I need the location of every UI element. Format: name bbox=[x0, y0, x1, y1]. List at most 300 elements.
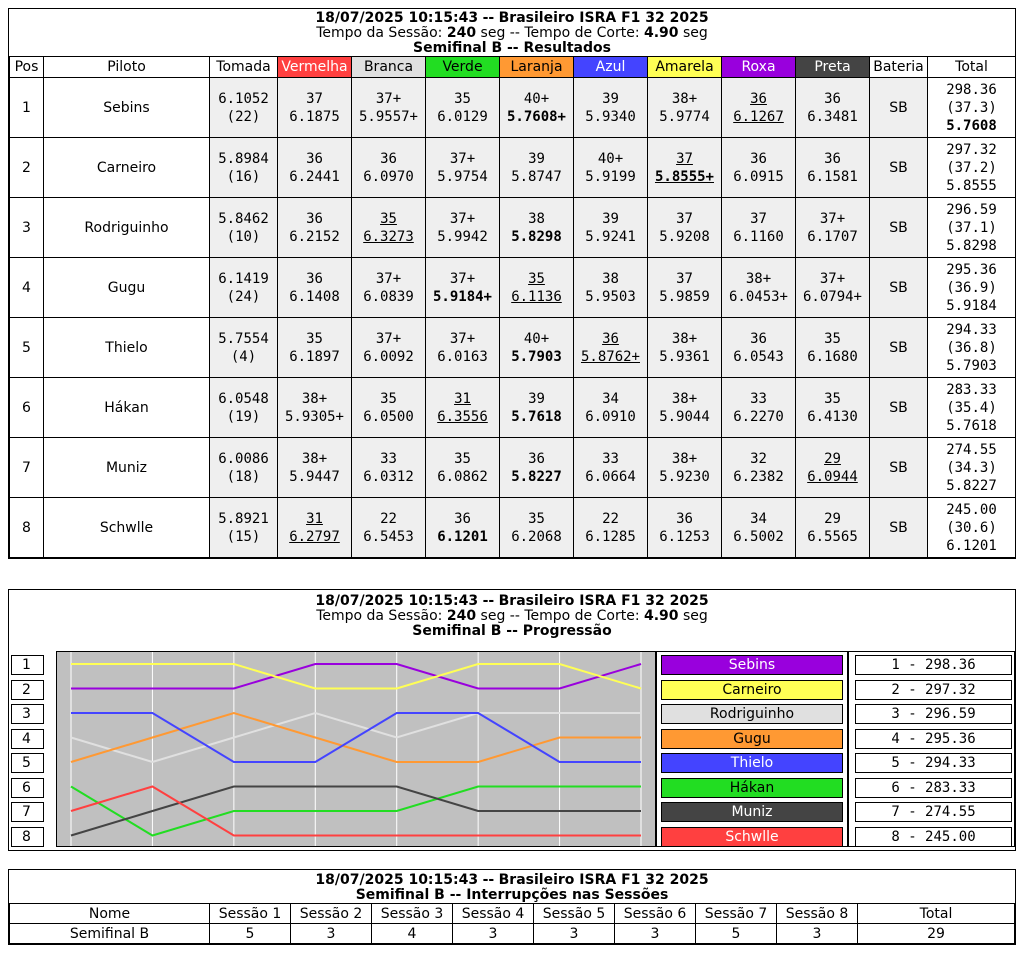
lane-cell bbox=[426, 318, 500, 378]
row-tomada bbox=[210, 378, 278, 438]
lane-cell bbox=[648, 438, 722, 498]
lane-cell bbox=[648, 198, 722, 258]
lane-best-time: 6.2441 bbox=[289, 168, 340, 185]
row-total bbox=[928, 438, 1016, 498]
row-driver: Schwlle bbox=[44, 498, 210, 558]
lane-best-time: 6.0453+ bbox=[728, 288, 788, 305]
total-score: 298.36 bbox=[946, 81, 997, 98]
row-bateria: SB bbox=[870, 198, 928, 258]
progression-panel bbox=[8, 589, 1016, 851]
lane-best-time: 6.3273 bbox=[363, 228, 414, 245]
lane-laps: 37+ bbox=[819, 210, 846, 227]
lane-cell bbox=[722, 138, 796, 198]
table-row bbox=[10, 198, 1016, 258]
lane-cell bbox=[500, 438, 574, 498]
int-col-header: Nome bbox=[10, 904, 210, 924]
driver-legend bbox=[656, 651, 848, 847]
row-pos: 4 bbox=[10, 258, 44, 318]
progression-header: 18/07/2025 10:15:43 -- Brasileiro ISRA F1 32 2025 Tempo da Sessão: 240 seg -- Tempo de Corte: 4.90 seg Semifinal B -- Progressão bbox=[315, 593, 709, 639]
lane-cell bbox=[796, 138, 870, 198]
lane-best-time: 6.0092 bbox=[363, 348, 414, 365]
lane-laps: 36 bbox=[306, 150, 323, 167]
int-cell: 3 bbox=[291, 924, 372, 944]
lane-laps: 38+ bbox=[671, 390, 698, 407]
lane-best-time: 6.0839 bbox=[363, 288, 414, 305]
lane-best-time: 6.0910 bbox=[585, 408, 636, 425]
header-datetime: 18/07/2025 10:15:43 bbox=[315, 10, 479, 26]
progression-chart bbox=[56, 651, 656, 847]
row-total bbox=[928, 498, 1016, 558]
lane-cell bbox=[648, 138, 722, 198]
int-col-header: Sessão 8 bbox=[777, 904, 858, 924]
lane-best-time: 5.9754 bbox=[437, 168, 488, 185]
int-col-header: Sessão 3 bbox=[372, 904, 453, 924]
lane-best-time: 6.2068 bbox=[511, 528, 562, 545]
col-lane-roxa: Roxa bbox=[722, 57, 796, 78]
lane-best-time: 6.0915 bbox=[733, 168, 784, 185]
lane-laps: 36 bbox=[380, 150, 397, 167]
lane-best-time: 5.7608+ bbox=[506, 108, 566, 125]
lane-best-time: 5.9208 bbox=[659, 228, 710, 245]
lane-laps: 35 bbox=[824, 390, 841, 407]
lane-cell bbox=[426, 138, 500, 198]
lane-laps: 36 bbox=[750, 150, 767, 167]
lane-laps: 22 bbox=[380, 510, 397, 527]
lane-best-time: 6.1136 bbox=[511, 288, 562, 305]
total-avg: (37.3) bbox=[946, 99, 997, 116]
tomada-pos: (4) bbox=[230, 348, 257, 365]
lane-cell bbox=[278, 258, 352, 318]
row-pos: 7 bbox=[10, 438, 44, 498]
row-driver: Hákan bbox=[44, 378, 210, 438]
lane-laps: 37 bbox=[676, 270, 693, 287]
tomada-time: 6.0548 bbox=[218, 390, 269, 407]
interrupt-header: 18/07/2025 10:15:43 -- Brasileiro ISRA F1 32 2025 Semifinal B -- Interrupções nas Sessões bbox=[315, 872, 709, 903]
position-label: 3 bbox=[11, 704, 44, 724]
lane-cell bbox=[722, 258, 796, 318]
lane-best-time: 6.0543 bbox=[733, 348, 784, 365]
position-label: 5 bbox=[11, 753, 44, 773]
lane-best-time: 6.0862 bbox=[437, 468, 488, 485]
lane-cell bbox=[278, 138, 352, 198]
row-bateria: SB bbox=[870, 78, 928, 138]
interrupt-title: Semifinal B -- Interrupções nas Sessões bbox=[355, 887, 669, 903]
lane-best-time: 6.1285 bbox=[585, 528, 636, 545]
lane-best-time: 6.1160 bbox=[733, 228, 784, 245]
lane-best-time: 5.9942 bbox=[437, 228, 488, 245]
lane-best-time: 6.1680 bbox=[807, 348, 858, 365]
row-pos: 8 bbox=[10, 498, 44, 558]
lane-laps: 36 bbox=[602, 330, 619, 347]
lane-laps: 35 bbox=[454, 450, 471, 467]
lane-laps: 33 bbox=[602, 450, 619, 467]
int-cell: Semifinal B bbox=[10, 924, 210, 944]
lane-cell bbox=[648, 318, 722, 378]
series-line-thielo bbox=[71, 713, 641, 762]
tomada-pos: (24) bbox=[226, 288, 261, 305]
lane-cell bbox=[278, 438, 352, 498]
table-row bbox=[10, 318, 1016, 378]
row-total bbox=[928, 378, 1016, 438]
lane-best-time: 6.5002 bbox=[733, 528, 784, 545]
row-bateria: SB bbox=[870, 498, 928, 558]
lane-best-time: 5.8298 bbox=[511, 228, 562, 245]
lane-cell bbox=[796, 318, 870, 378]
int-cell: 5 bbox=[210, 924, 291, 944]
lane-best-time: 6.1201 bbox=[437, 528, 488, 545]
lane-best-time: 5.7618 bbox=[511, 408, 562, 425]
lane-cell bbox=[278, 78, 352, 138]
lane-best-time: 6.0944 bbox=[807, 468, 858, 485]
score-list bbox=[848, 651, 1015, 847]
lane-best-time: 6.1875 bbox=[289, 108, 340, 125]
row-tomada bbox=[210, 438, 278, 498]
total-best: 5.9184 bbox=[946, 297, 997, 314]
col-pos: Pos bbox=[10, 57, 44, 78]
col-piloto: Piloto bbox=[44, 57, 210, 78]
lane-laps: 36 bbox=[454, 510, 471, 527]
results-title: Semifinal B -- Resultados bbox=[413, 40, 611, 56]
total-avg: (36.8) bbox=[946, 339, 997, 356]
lane-cell bbox=[426, 198, 500, 258]
lane-cell bbox=[352, 318, 426, 378]
row-total bbox=[928, 198, 1016, 258]
row-tomada bbox=[210, 138, 278, 198]
int-col-header: Sessão 2 bbox=[291, 904, 372, 924]
table-row bbox=[10, 78, 1016, 138]
row-bateria: SB bbox=[870, 438, 928, 498]
score-item: 8 - 245.00 bbox=[855, 827, 1012, 847]
lane-laps: 36 bbox=[750, 90, 767, 107]
lane-cell bbox=[500, 318, 574, 378]
lane-laps: 35 bbox=[824, 330, 841, 347]
lane-best-time: 6.1253 bbox=[659, 528, 710, 545]
row-bateria: SB bbox=[870, 258, 928, 318]
lane-cell bbox=[574, 138, 648, 198]
tomada-pos: (10) bbox=[226, 228, 261, 245]
row-tomada bbox=[210, 498, 278, 558]
lane-cell bbox=[278, 318, 352, 378]
lane-cell bbox=[574, 198, 648, 258]
lane-laps: 37 bbox=[306, 90, 323, 107]
lane-cell bbox=[648, 78, 722, 138]
total-score: 296.59 bbox=[946, 201, 997, 218]
int-cell: 3 bbox=[453, 924, 534, 944]
lane-cell bbox=[648, 498, 722, 558]
total-avg: (30.6) bbox=[946, 519, 997, 536]
lane-best-time: 6.2270 bbox=[733, 408, 784, 425]
lane-best-time: 6.3481 bbox=[807, 108, 858, 125]
lane-laps: 36 bbox=[824, 150, 841, 167]
row-driver: Sebins bbox=[44, 78, 210, 138]
score-item: 7 - 274.55 bbox=[855, 802, 1012, 822]
int-cell: 29 bbox=[858, 924, 1015, 944]
lane-best-time: 5.9241 bbox=[585, 228, 636, 245]
col-lane-branca: Branca bbox=[352, 57, 426, 78]
legend-item: Rodriguinho bbox=[661, 704, 843, 724]
lane-cell bbox=[574, 438, 648, 498]
row-pos: 1 bbox=[10, 78, 44, 138]
position-label: 2 bbox=[11, 680, 44, 700]
tomada-pos: (19) bbox=[226, 408, 261, 425]
lane-cell bbox=[500, 378, 574, 438]
lane-cell bbox=[796, 498, 870, 558]
row-total bbox=[928, 258, 1016, 318]
total-best: 6.1201 bbox=[946, 537, 997, 554]
lane-laps: 38+ bbox=[301, 450, 328, 467]
row-tomada bbox=[210, 318, 278, 378]
lane-best-time: 6.0312 bbox=[363, 468, 414, 485]
lane-best-time: 6.0970 bbox=[363, 168, 414, 185]
row-driver: Gugu bbox=[44, 258, 210, 318]
lane-cell bbox=[500, 258, 574, 318]
row-driver: Thielo bbox=[44, 318, 210, 378]
lane-laps: 33 bbox=[380, 450, 397, 467]
int-cell: 3 bbox=[534, 924, 615, 944]
lane-cell bbox=[574, 78, 648, 138]
lane-laps: 35 bbox=[306, 330, 323, 347]
table-row bbox=[10, 498, 1016, 558]
results-header: 18/07/2025 10:15:43 -- Brasileiro ISRA F1 32 2025 Tempo da Sessão: 240 seg -- Tempo de Corte: 4.90 seg Semifinal B -- Resultados bbox=[315, 10, 709, 56]
interrupt-table bbox=[9, 903, 1015, 944]
lane-best-time: 6.0129 bbox=[437, 108, 488, 125]
int-col-header: Sessão 1 bbox=[210, 904, 291, 924]
row-bateria: SB bbox=[870, 378, 928, 438]
lane-best-time: 6.5453 bbox=[363, 528, 414, 545]
row-pos: 3 bbox=[10, 198, 44, 258]
lane-best-time: 6.2382 bbox=[733, 468, 784, 485]
tomada-pos: (15) bbox=[226, 528, 261, 545]
lane-best-time: 6.1408 bbox=[289, 288, 340, 305]
lane-best-time: 6.1897 bbox=[289, 348, 340, 365]
score-item: 5 - 294.33 bbox=[855, 753, 1012, 773]
lane-laps: 31 bbox=[306, 510, 323, 527]
row-tomada bbox=[210, 258, 278, 318]
lane-laps: 38+ bbox=[671, 330, 698, 347]
lane-best-time: 5.7903 bbox=[511, 348, 562, 365]
int-col-header: Sessão 6 bbox=[615, 904, 696, 924]
lane-cell bbox=[500, 78, 574, 138]
lane-cell bbox=[722, 78, 796, 138]
lane-laps: 38 bbox=[528, 210, 545, 227]
lane-best-time: 5.9199 bbox=[585, 168, 636, 185]
row-driver: Rodriguinho bbox=[44, 198, 210, 258]
col-lane-verde: Verde bbox=[426, 57, 500, 78]
score-item: 2 - 297.32 bbox=[855, 680, 1012, 700]
lane-laps: 37+ bbox=[375, 330, 402, 347]
total-best: 5.8298 bbox=[946, 237, 997, 254]
lane-laps: 39 bbox=[602, 90, 619, 107]
total-best: 5.7608 bbox=[946, 117, 997, 134]
lane-cell bbox=[278, 198, 352, 258]
legend-item: Sebins bbox=[661, 655, 843, 675]
lane-cell bbox=[722, 498, 796, 558]
progression-title: Semifinal B -- Progressão bbox=[412, 623, 612, 639]
position-label: 6 bbox=[11, 778, 44, 798]
lane-best-time: 5.9447 bbox=[289, 468, 340, 485]
lane-cell bbox=[278, 498, 352, 558]
lane-best-time: 6.0500 bbox=[363, 408, 414, 425]
lane-laps: 40+ bbox=[597, 150, 624, 167]
lane-cell bbox=[648, 378, 722, 438]
lane-best-time: 6.0664 bbox=[585, 468, 636, 485]
lane-best-time: 5.8747 bbox=[511, 168, 562, 185]
lane-cell bbox=[352, 138, 426, 198]
tomada-pos: (18) bbox=[226, 468, 261, 485]
lane-laps: 39 bbox=[602, 210, 619, 227]
series-line-sebins bbox=[71, 664, 641, 689]
lane-laps: 37+ bbox=[449, 330, 476, 347]
total-avg: (35.4) bbox=[946, 399, 997, 416]
lane-laps: 40+ bbox=[523, 90, 550, 107]
int-cell: 3 bbox=[615, 924, 696, 944]
lane-laps: 35 bbox=[528, 510, 545, 527]
int-col-header: Total bbox=[858, 904, 1015, 924]
lane-laps: 38+ bbox=[301, 390, 328, 407]
col-tomada: Tomada bbox=[210, 57, 278, 78]
col-total: Total bbox=[928, 57, 1016, 78]
lane-cell bbox=[352, 78, 426, 138]
row-bateria: SB bbox=[870, 318, 928, 378]
col-lane-azul: Azul bbox=[574, 57, 648, 78]
lane-cell bbox=[796, 198, 870, 258]
lane-cell bbox=[574, 318, 648, 378]
lane-laps: 38+ bbox=[745, 270, 772, 287]
col-lane-preta: Preta bbox=[796, 57, 870, 78]
lane-best-time: 6.0794+ bbox=[802, 288, 862, 305]
total-score: 245.00 bbox=[946, 501, 997, 518]
lane-cell bbox=[796, 378, 870, 438]
col-lane-laranja: Laranja bbox=[500, 57, 574, 78]
lane-laps: 36 bbox=[306, 210, 323, 227]
legend-item: Hákan bbox=[661, 778, 843, 798]
total-avg: (37.1) bbox=[946, 219, 997, 236]
tomada-time: 5.7554 bbox=[218, 330, 269, 347]
lane-best-time: 5.9184+ bbox=[432, 288, 492, 305]
lane-laps: 38 bbox=[602, 270, 619, 287]
row-total bbox=[928, 138, 1016, 198]
col-bateria: Bateria bbox=[870, 57, 928, 78]
progression-svg bbox=[57, 652, 655, 846]
lane-laps: 36 bbox=[306, 270, 323, 287]
total-score: 297.32 bbox=[946, 141, 997, 158]
lane-cell bbox=[500, 498, 574, 558]
lane-cell bbox=[574, 258, 648, 318]
lane-cell bbox=[426, 258, 500, 318]
lane-laps: 34 bbox=[602, 390, 619, 407]
legend-item: Carneiro bbox=[661, 680, 843, 700]
table-row bbox=[10, 378, 1016, 438]
tomada-time: 5.8462 bbox=[218, 210, 269, 227]
lane-cell bbox=[722, 378, 796, 438]
legend-item: Muniz bbox=[661, 802, 843, 822]
lane-best-time: 5.8227 bbox=[511, 468, 562, 485]
table-row bbox=[10, 138, 1016, 198]
lane-laps: 36 bbox=[824, 90, 841, 107]
row-total bbox=[928, 78, 1016, 138]
lane-best-time: 5.9044 bbox=[659, 408, 710, 425]
lane-cell bbox=[722, 198, 796, 258]
tomada-time: 5.8921 bbox=[218, 510, 269, 527]
total-score: 294.33 bbox=[946, 321, 997, 338]
lane-cell bbox=[796, 438, 870, 498]
lane-best-time: 5.9859 bbox=[659, 288, 710, 305]
lane-laps: 32 bbox=[750, 450, 767, 467]
lane-cell bbox=[426, 78, 500, 138]
lane-cell bbox=[648, 258, 722, 318]
col-lane-vermelha: Vermelha bbox=[278, 57, 352, 78]
lane-cell bbox=[426, 498, 500, 558]
row-pos: 6 bbox=[10, 378, 44, 438]
lane-best-time: 6.0163 bbox=[437, 348, 488, 365]
lane-laps: 37+ bbox=[819, 270, 846, 287]
position-label: 4 bbox=[11, 729, 44, 749]
row-driver: Muniz bbox=[44, 438, 210, 498]
lane-laps: 35 bbox=[380, 390, 397, 407]
total-score: 295.36 bbox=[946, 261, 997, 278]
table-row bbox=[10, 258, 1016, 318]
lane-best-time: 6.1267 bbox=[733, 108, 784, 125]
lane-best-time: 6.2797 bbox=[289, 528, 340, 545]
lane-laps: 35 bbox=[528, 270, 545, 287]
score-item: 6 - 283.33 bbox=[855, 778, 1012, 798]
int-cell: 4 bbox=[372, 924, 453, 944]
lane-best-time: 6.2152 bbox=[289, 228, 340, 245]
lane-laps: 37+ bbox=[375, 90, 402, 107]
lane-best-time: 6.1581 bbox=[807, 168, 858, 185]
lane-cell bbox=[352, 438, 426, 498]
row-total bbox=[928, 318, 1016, 378]
total-avg: (34.3) bbox=[946, 459, 997, 476]
lane-laps: 22 bbox=[602, 510, 619, 527]
interrupt-panel bbox=[8, 869, 1016, 945]
position-label: 7 bbox=[11, 802, 44, 822]
total-score: 274.55 bbox=[946, 441, 997, 458]
lane-cell bbox=[722, 318, 796, 378]
row-tomada bbox=[210, 78, 278, 138]
lane-laps: 37+ bbox=[449, 210, 476, 227]
lane-cell bbox=[352, 258, 426, 318]
int-cell: 5 bbox=[696, 924, 777, 944]
lane-best-time: 6.1707 bbox=[807, 228, 858, 245]
lane-laps: 37+ bbox=[449, 150, 476, 167]
position-label: 8 bbox=[11, 827, 44, 847]
lane-cell bbox=[574, 378, 648, 438]
tomada-pos: (16) bbox=[226, 168, 261, 185]
total-avg: (36.9) bbox=[946, 279, 997, 296]
lane-best-time: 5.8762+ bbox=[580, 348, 640, 365]
lane-best-time: 5.9361 bbox=[659, 348, 710, 365]
lane-cell bbox=[796, 258, 870, 318]
tomada-pos: (22) bbox=[226, 108, 261, 125]
lane-laps: 37 bbox=[750, 210, 767, 227]
lane-laps: 36 bbox=[750, 330, 767, 347]
lane-best-time: 5.9230 bbox=[659, 468, 710, 485]
lane-cell bbox=[352, 498, 426, 558]
int-cell: 3 bbox=[777, 924, 858, 944]
row-driver: Carneiro bbox=[44, 138, 210, 198]
total-best: 5.7618 bbox=[946, 417, 997, 434]
lane-laps: 29 bbox=[824, 510, 841, 527]
lane-cell bbox=[500, 138, 574, 198]
lane-best-time: 5.9305+ bbox=[284, 408, 344, 425]
lane-laps: 38+ bbox=[671, 450, 698, 467]
header-event: Brasileiro ISRA F1 32 2025 bbox=[498, 10, 709, 26]
lane-best-time: 5.9503 bbox=[585, 288, 636, 305]
lane-cell bbox=[278, 378, 352, 438]
lane-laps: 31 bbox=[454, 390, 471, 407]
score-item: 4 - 295.36 bbox=[855, 729, 1012, 749]
